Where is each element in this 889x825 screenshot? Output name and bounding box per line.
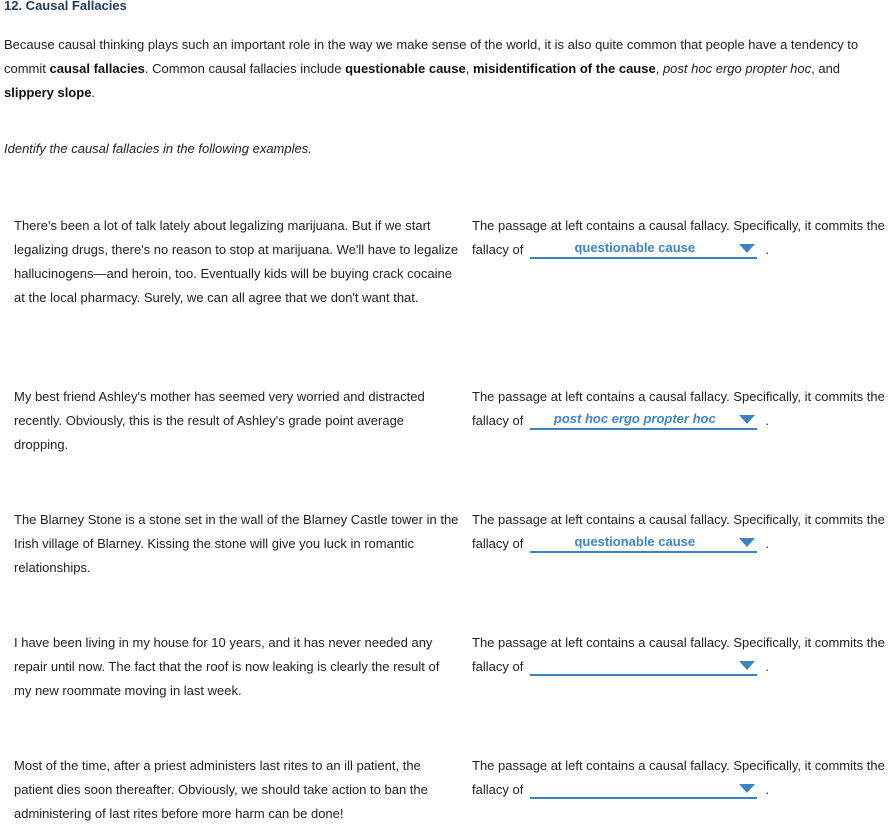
intro-line-1: Because causal thinking plays such an important role in the way we make sense of the world, it is also quite common that people have a tendency to [4, 37, 859, 52]
term-questionable-cause: questionable cause [345, 61, 466, 76]
fallacy-dropdown[interactable] [530, 410, 757, 430]
answer-line-2 [472, 532, 889, 556]
intro-text: . Common causal fallacies include [144, 61, 346, 76]
answer-period: . [765, 536, 769, 551]
triangle-down-icon [739, 784, 755, 793]
passage-text: The Blarney Stone is a stone set in the wall of the Blarney Castle tower in the Irish village of Blarney. Kissing the stone will give you luck in romantic relationships. [14, 512, 459, 575]
answer-line-1: The passage at left contains a causal fallacy. Specifically, it commits the [472, 218, 885, 233]
answer-prefix: fallacy of [472, 782, 524, 797]
dropdown-selected-value: questionable cause [574, 240, 696, 255]
instruction-text: Identify the causal fallacies in the following examples. [4, 141, 312, 156]
intro-text: , [465, 61, 473, 76]
answer-prefix: fallacy of [472, 242, 524, 257]
term-causal-fallacies: causal fallacies [49, 61, 145, 76]
dropdown-selected-value: post hoc ergo propter hoc [553, 411, 716, 426]
fallacy-dropdown[interactable] [530, 533, 757, 553]
answer-prefix: fallacy of [472, 413, 524, 428]
answer-area [472, 214, 889, 262]
intro-text: , [655, 61, 663, 76]
answer-period: . [765, 782, 769, 797]
triangle-down-icon [739, 538, 755, 547]
intro-text: , and [811, 61, 841, 76]
passage-text: There's been a lot of talk lately about legalizing marijuana. But if we start legalizing drugs, there's no reason to stop at marijuana. We'll have to legalize hallucinogens—and heroin, too. Eventually kids will be buying crack cocaine at the local pharmacy. Surely, we can all agree that we don't want that. [14, 218, 459, 305]
passage-text: I have been living in my house for 10 years, and it has never needed any repair until now. The fact that the roof is now leaking is clearly the result of my new roommate moving in last week. [14, 635, 440, 698]
answer-area [472, 754, 889, 802]
answer-line-1: The passage at left contains a causal fallacy. Specifically, it commits the [472, 635, 885, 650]
intro-text: commit [4, 61, 50, 76]
passage-text: Most of the time, after a priest administers last rites to an ill patient, the patient dies soon thereafter. Obviously, we should take action to ban the administering of last rites before more harm can be done! [14, 758, 428, 821]
answer-period: . [765, 413, 769, 428]
answer-period: . [765, 659, 769, 674]
answer-area [472, 508, 889, 556]
triangle-down-icon [739, 661, 755, 670]
fallacy-dropdown[interactable] [530, 656, 757, 676]
answer-line-2 [472, 655, 889, 679]
term-misidentification: misidentification of the cause [472, 61, 656, 76]
answer-line-2 [472, 238, 889, 262]
answer-prefix: fallacy of [472, 536, 524, 551]
intro-paragraph [4, 33, 889, 105]
triangle-down-icon [739, 415, 755, 424]
intro-text: . [91, 85, 96, 100]
answer-line-1: The passage at left contains a causal fallacy. Specifically, it commits the [472, 758, 885, 773]
answer-area [472, 631, 889, 679]
answer-line-1: The passage at left contains a causal fallacy. Specifically, it commits the [472, 512, 885, 527]
passage-text: My best friend Ashley's mother has seemed very worried and distracted recently. Obviously, this is the result of Ashley's grade point average dropping. [14, 389, 425, 452]
answer-period: . [765, 242, 769, 257]
page-title: 12. Causal Fallacies [4, 0, 127, 13]
answer-line-2 [472, 778, 889, 802]
answer-prefix: fallacy of [472, 659, 524, 674]
term-slippery-slope: slippery slope [4, 85, 92, 100]
dropdown-selected-value: questionable cause [574, 534, 696, 549]
answer-line-2 [472, 409, 889, 433]
intro-line-3 [4, 81, 889, 105]
triangle-down-icon [739, 244, 755, 253]
term-post-hoc: post hoc ergo propter hoc [662, 61, 812, 76]
answer-line-1: The passage at left contains a causal fallacy. Specifically, it commits the [472, 389, 885, 404]
fallacy-dropdown[interactable] [530, 779, 757, 799]
answer-area [472, 385, 889, 433]
fallacy-dropdown[interactable] [530, 239, 757, 259]
intro-line-2 [4, 57, 889, 81]
